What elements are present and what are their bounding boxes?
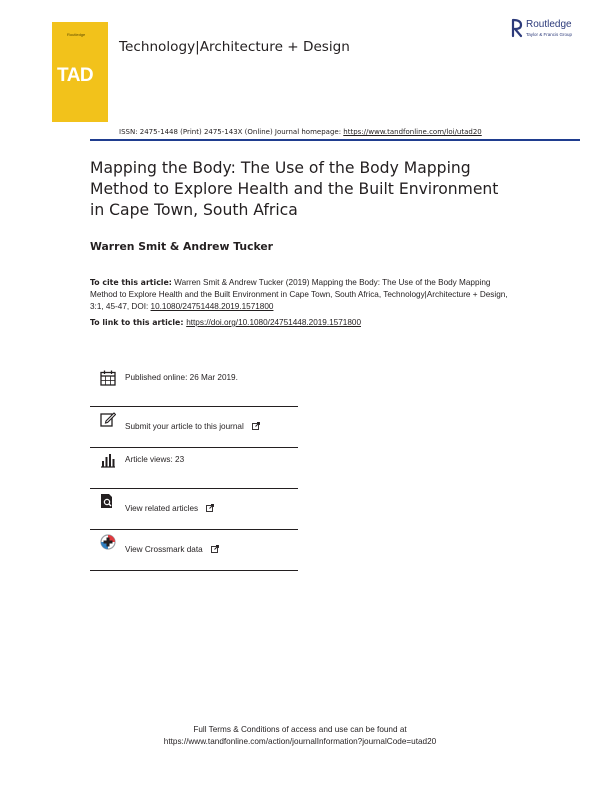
citation-block [90,277,510,313]
edit-icon [100,411,116,427]
citation-text: Warren Smit & Andrew Tucker (2019) Mapping the Body: The Use of the Body Mapping Method to Explore Health and the Built Environment in Cape Town, South Africa, Technology|Architecture + Design, 3:1, 45-47, DOI: [90,278,508,311]
journal-homepage-link[interactable]: https://www.tandfonline.com/loi/utad20 [343,128,482,136]
published-date: Published online: 26 Mar 2019. [125,373,238,382]
bar-chart-icon [100,452,116,468]
citation-doi-link[interactable]: 10.1080/24751448.2019.1571800 [150,302,274,311]
views-row [90,448,298,489]
footer-journal-info-url[interactable]: https://www.tandfonline.com/action/journalInformation?journalCode=utad20 [163,737,437,746]
submit-row[interactable] [90,407,298,448]
journal-cover [52,22,108,122]
article-info-list [90,366,298,571]
related-row[interactable] [90,489,298,530]
crossmark-row[interactable] [90,530,298,571]
cover-abbreviation: TAD [57,65,94,86]
external-link-icon [206,504,214,512]
related-search-icon [100,493,116,509]
publisher-logo [511,17,591,43]
article-doi-url[interactable]: https://doi.org/10.1080/24751448.2019.1571800 [186,318,362,327]
article-views: Article views: 23 [125,455,185,464]
cover-publisher-text: Routledge [67,32,86,37]
issn-line [119,128,482,136]
citation-label: To cite this article: [90,278,172,287]
terms-footer [0,724,600,748]
link-label: To link to this article: [90,318,187,327]
submit-article-link[interactable]: Submit your article to this journal [125,422,244,431]
article-title: Mapping the Body: The Use of the Body Mapping Method to Explore Health and the Built Environment in Cape Town, South Africa [90,159,499,219]
footer-line-1: Full Terms & Conditions of access and use can be found at [193,725,407,734]
crossmark-link[interactable]: View Crossmark data [125,545,203,554]
published-row [90,366,298,407]
external-link-icon [211,545,219,553]
publisher-tagline: Taylor & Francis Group [526,32,573,37]
article-authors: Warren Smit & Andrew Tucker [90,240,274,253]
calendar-icon [100,370,116,386]
header-divider [90,139,580,141]
crossmark-icon [100,534,116,550]
external-link-icon [252,422,260,430]
issn-text: ISSN: 2475-1448 (Print) 2475-143X (Online) Journal homepage: [119,128,344,136]
article-link-line [90,318,361,327]
publisher-name: Routledge [526,19,572,30]
related-articles-link[interactable]: View related articles [125,504,199,513]
journal-title: Technology|Architecture + Design [119,39,350,55]
routledge-logo-icon [511,18,523,38]
